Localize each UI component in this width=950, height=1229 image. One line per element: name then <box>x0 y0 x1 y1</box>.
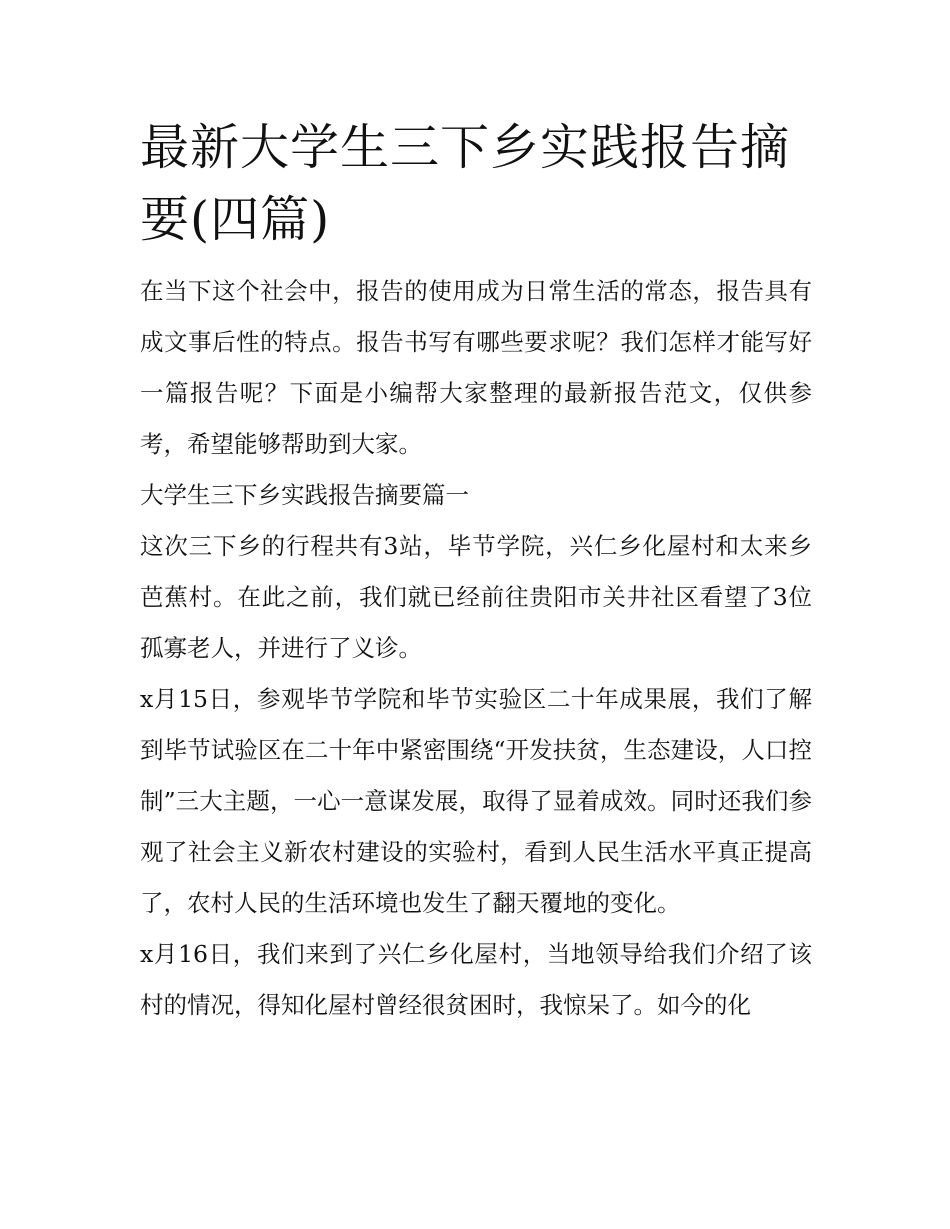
body-paragraph: x月15日，参观毕节学院和毕节实验区二十年成果展，我们了解到毕节试验区在二十年中紧密围绕“开发扶贫，生态建设，人口控制”三大主题，一心一意谋发展，取得了显着成效。同时还我们参观了社会主义新农村建设的实验村，看到人民生活水平真正提高了，农村人民的生活环境也发生了翻天覆地的变化。 <box>140 685 812 917</box>
document-title: 最新大学生三下乡实践报告摘要(四篇) <box>140 119 791 248</box>
section-heading: 大学生三下乡实践报告摘要篇一 <box>140 481 469 509</box>
body-paragraph: 这次三下乡的行程共有3站，毕节学院，兴仁乡化屋村和太来乡芭蕉村。在此之前，我们就已经前往贵阳市关井社区看望了3位孤寡老人，并进行了义诊。 <box>140 532 812 662</box>
document-body <box>140 112 812 1031</box>
body-paragraph: x月16日，我们来到了兴仁乡化屋村，当地领导给我们介绍了该村的情况，得知化屋村曾经很贫困时，我惊呆了。如今的化 <box>140 940 812 1019</box>
intro-paragraph: 在当下这个社会中，报告的使用成为日常生活的常态，报告具有成文事后性的特点。报告书写有哪些要求呢？我们怎样才能写好一篇报告呢？下面是小编帮大家整理的最新报告范文，仅供参考，希望能够帮助到大家。 <box>140 277 812 458</box>
